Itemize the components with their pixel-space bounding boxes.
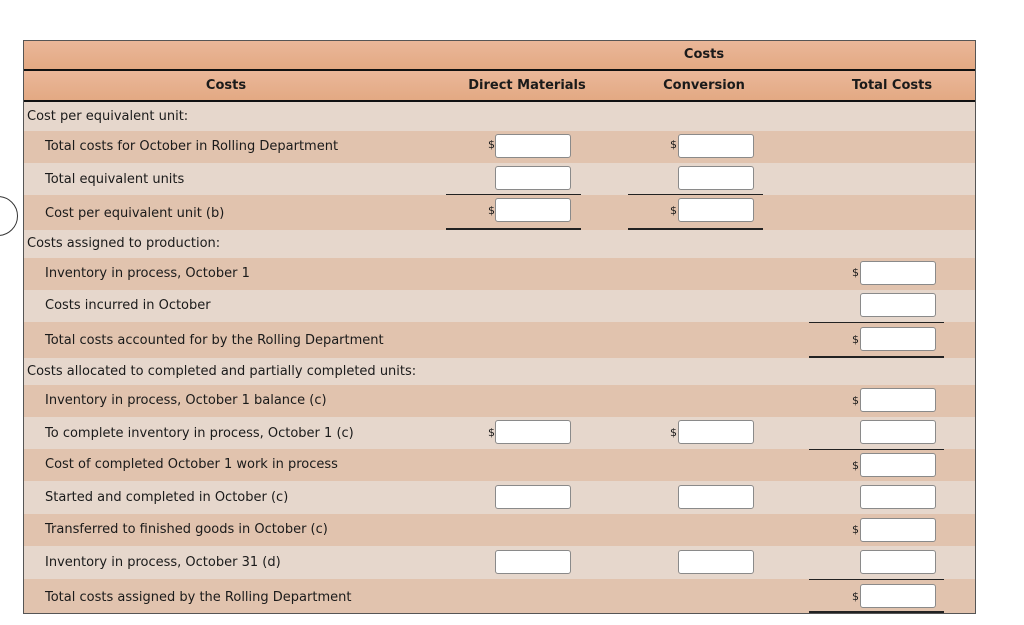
dollar-sign: $: [852, 523, 859, 536]
dm-total-double-rule: [446, 228, 581, 230]
table-row: [24, 131, 975, 163]
table-row: [24, 546, 975, 579]
row-label: Inventory in process, October 1 balance (c): [45, 393, 327, 408]
dm-inventory-oct31-input[interactable]: [495, 550, 571, 574]
conv-total-double-rule: [628, 228, 763, 230]
total-assigned-input[interactable]: [860, 584, 936, 608]
row-label: Inventory in process, October 31 (d): [45, 555, 281, 570]
row-label: Inventory in process, October 1: [45, 266, 250, 281]
partial-circle-marker: [0, 196, 18, 236]
table-row: [24, 195, 975, 230]
header-group-row: [24, 41, 975, 69]
table-row: [24, 417, 975, 449]
section-heading-row: [24, 102, 975, 131]
dm-equiv-units-input[interactable]: [495, 166, 571, 190]
conv-subtotal-rule: [628, 194, 763, 195]
dollar-sign: $: [852, 266, 859, 279]
row-label: Transferred to finished goods in October (c): [45, 522, 328, 537]
table-row: [24, 322, 975, 358]
row-label: Total costs assigned by the Rolling Department: [45, 590, 352, 605]
total-cost-completed-oct1-input[interactable]: [860, 453, 936, 477]
col-header-costs: Costs: [205, 78, 247, 93]
dollar-sign: $: [852, 333, 859, 346]
section-heading-row: [24, 358, 975, 385]
row-label: Total costs for October in Rolling Department: [45, 139, 339, 154]
row-label: Cost of completed October 1 work in process: [45, 457, 338, 472]
total-transferred-input[interactable]: [860, 518, 936, 542]
dollar-sign: $: [852, 590, 859, 603]
total-to-complete-input[interactable]: [860, 420, 936, 444]
row-label: To complete inventory in process, October 1 (c): [45, 426, 354, 441]
table-row: [24, 385, 975, 417]
dollar-sign: $: [488, 204, 495, 217]
conv-cost-per-eu-input[interactable]: [678, 198, 754, 222]
total-started-completed-input[interactable]: [860, 485, 936, 509]
dollar-sign: $: [852, 459, 859, 472]
total-assigned-double-rule: [809, 611, 944, 613]
conv-inventory-oct31-input[interactable]: [678, 550, 754, 574]
table-row: [24, 481, 975, 514]
table-row: [24, 449, 975, 481]
costs-assigned-heading: Costs assigned to production:: [27, 236, 221, 251]
col-header-total-costs: Total Costs: [851, 78, 933, 93]
dm-started-completed-input[interactable]: [495, 485, 571, 509]
dollar-sign: $: [488, 426, 495, 439]
col-header-conversion: Conversion: [663, 78, 745, 93]
section-heading-row: [24, 230, 975, 258]
cost-per-eu-heading: Cost per equivalent unit:: [27, 109, 189, 124]
conv-equiv-units-input[interactable]: [678, 166, 754, 190]
conv-to-complete-input[interactable]: [678, 420, 754, 444]
costs-allocated-heading: Costs allocated to completed and partially completed units:: [27, 364, 417, 379]
conv-started-completed-input[interactable]: [678, 485, 754, 509]
header-columns-row: [24, 71, 975, 100]
total-subtotal-rule: [809, 579, 944, 580]
table-row: [24, 579, 975, 613]
total-accounted-input[interactable]: [860, 327, 936, 351]
row-label: Cost per equivalent unit (b): [45, 206, 225, 221]
conv-total-costs-input[interactable]: [678, 134, 754, 158]
cost-table: [23, 40, 976, 614]
dm-subtotal-rule: [446, 194, 581, 195]
dollar-sign: $: [670, 426, 677, 439]
row-label: Costs incurred in October: [45, 298, 211, 313]
col-header-direct-materials: Direct Materials: [468, 78, 586, 93]
row-label: Total costs accounted for by the Rolling Department: [45, 333, 384, 348]
total-inventory-oct31-input[interactable]: [860, 550, 936, 574]
dollar-sign: $: [852, 394, 859, 407]
dm-cost-per-eu-input[interactable]: [495, 198, 571, 222]
dm-to-complete-input[interactable]: [495, 420, 571, 444]
table-row: [24, 514, 975, 546]
total-inventory-oct1-balance-input[interactable]: [860, 388, 936, 412]
total-subtotal-rule: [809, 449, 944, 450]
dm-total-costs-input[interactable]: [495, 134, 571, 158]
header-costs-group: Costs: [683, 47, 725, 62]
total-inventory-oct1-input[interactable]: [860, 261, 936, 285]
row-label: Total equivalent units: [45, 172, 185, 187]
dollar-sign: $: [670, 204, 677, 217]
dollar-sign: $: [670, 138, 677, 151]
dollar-sign: $: [488, 138, 495, 151]
table-row: [24, 258, 975, 290]
row-label: Started and completed in October (c): [45, 490, 289, 505]
total-costs-incurred-input[interactable]: [860, 293, 936, 317]
table-row: [24, 290, 975, 322]
total-subtotal-rule: [809, 322, 944, 323]
total-accounted-double-rule: [809, 356, 944, 358]
table-row: [24, 163, 975, 195]
